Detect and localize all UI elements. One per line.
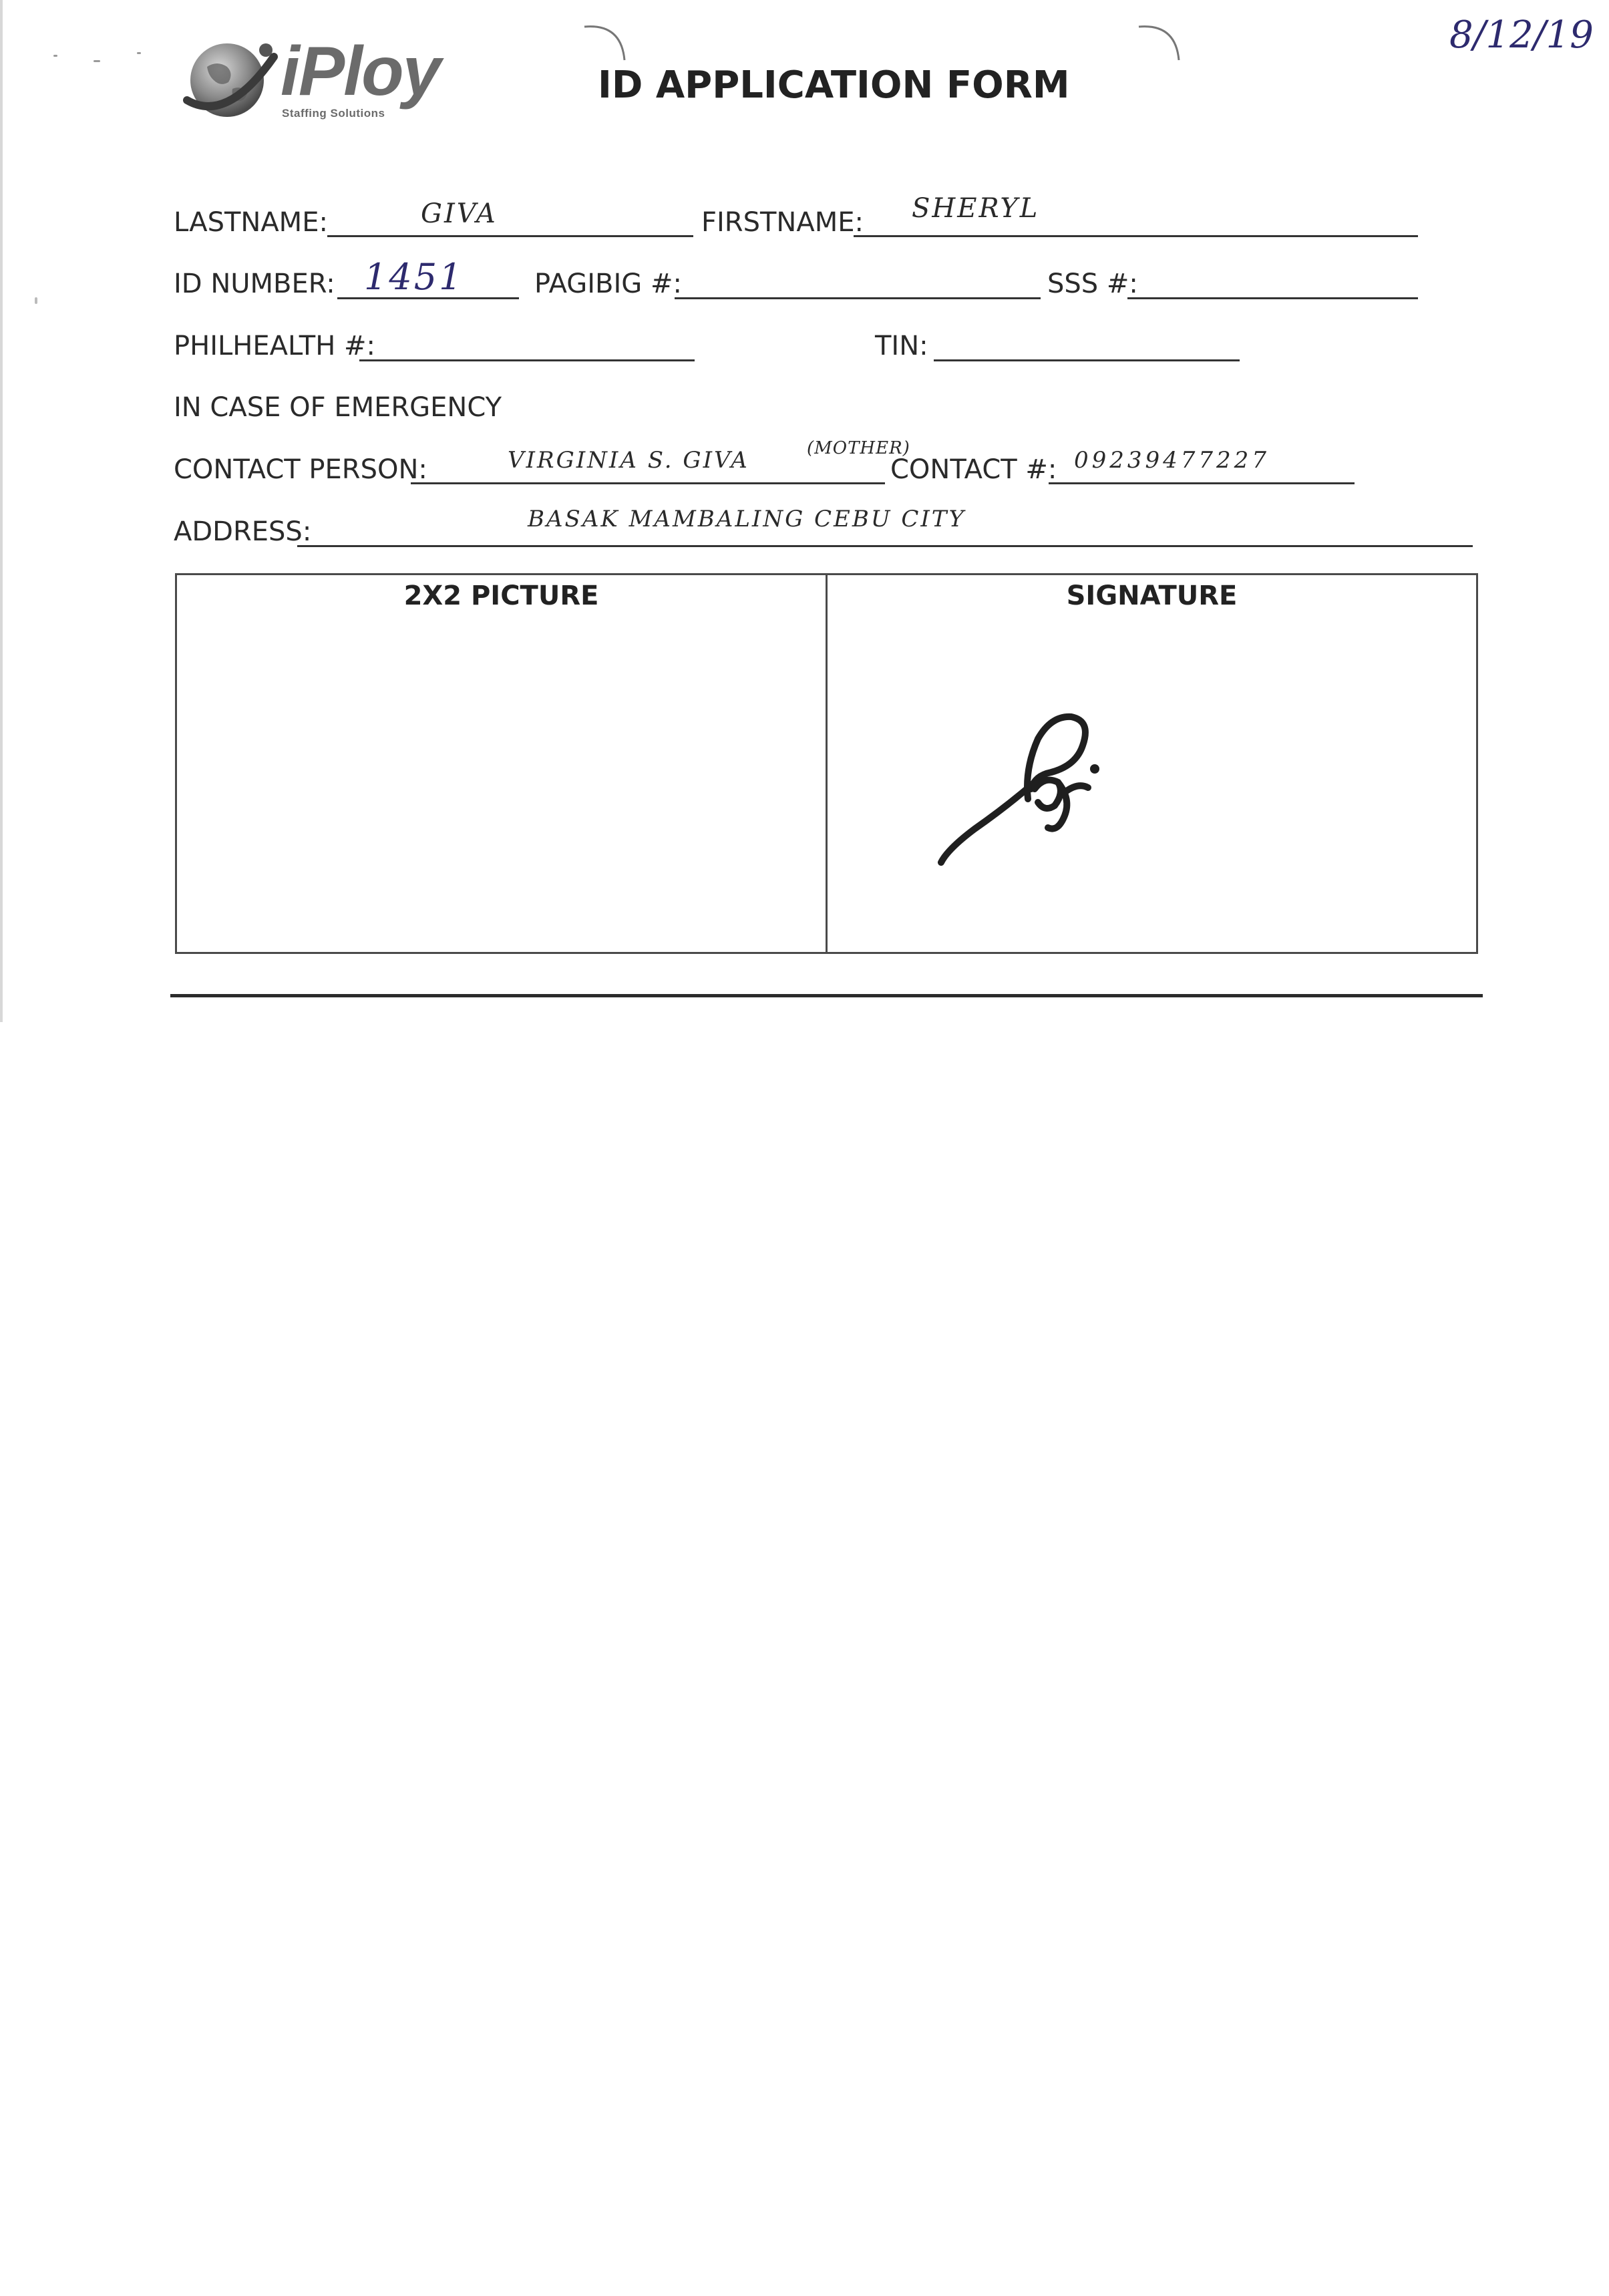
scan-curve-mark bbox=[1135, 20, 1189, 67]
picture-box-label: 2X2 PICTURE bbox=[403, 581, 599, 611]
philhealth-label: PHILHEALTH #: bbox=[174, 331, 375, 361]
contact-number-value[interactable]: 09239477227 bbox=[1074, 447, 1270, 474]
emergency-heading: IN CASE OF EMERGENCY bbox=[174, 392, 502, 423]
address-value[interactable]: BASAK MAMBALING CEBU CITY bbox=[528, 506, 966, 532]
scan-curve-mark bbox=[581, 20, 635, 67]
lastname-line bbox=[327, 235, 693, 237]
scan-speck bbox=[35, 297, 37, 304]
id-number-value[interactable]: 1451 bbox=[364, 256, 464, 298]
contact-person-relation: (MOTHER) bbox=[807, 438, 910, 458]
address-line bbox=[297, 545, 1473, 547]
lastname-value[interactable]: GIVA bbox=[421, 198, 498, 229]
contact-person-line bbox=[411, 482, 885, 484]
logo-wordmark: iPloy bbox=[281, 33, 440, 110]
contact-person-label: CONTACT PERSON: bbox=[174, 454, 427, 485]
signature-box-label: SIGNATURE bbox=[1066, 581, 1238, 611]
tin-line bbox=[934, 359, 1240, 361]
iploy-logo bbox=[180, 30, 448, 130]
globe-icon bbox=[180, 30, 281, 124]
lastname-label: LASTNAME: bbox=[174, 207, 328, 238]
handwritten-date: 8/12/19 bbox=[1449, 13, 1594, 57]
firstname-value[interactable]: SHERYL bbox=[912, 193, 1040, 224]
id-number-label: ID NUMBER: bbox=[174, 269, 335, 299]
scan-speck bbox=[53, 55, 57, 57]
tin-label: TIN: bbox=[875, 331, 928, 361]
sss-line bbox=[1127, 297, 1418, 299]
picture-box[interactable] bbox=[175, 573, 828, 954]
philhealth-line bbox=[359, 359, 695, 361]
signature-box[interactable] bbox=[826, 573, 1478, 954]
bottom-rule bbox=[170, 994, 1483, 997]
contact-person-value[interactable]: VIRGINIA S. GIVA bbox=[508, 447, 749, 474]
contact-number-line bbox=[1049, 482, 1355, 484]
logo-tagline: Staffing Solutions bbox=[282, 107, 385, 120]
contact-number-label: CONTACT #: bbox=[890, 454, 1057, 485]
scan-edge-shadow bbox=[0, 0, 3, 1022]
firstname-line bbox=[854, 235, 1418, 237]
signature-drawing bbox=[928, 682, 1141, 882]
sss-label: SSS #: bbox=[1047, 269, 1138, 299]
scan-speck bbox=[137, 52, 141, 54]
pagibig-label: PAGIBIG #: bbox=[534, 269, 682, 299]
address-label: ADDRESS: bbox=[174, 516, 312, 547]
scan-speck bbox=[94, 60, 100, 62]
firstname-label: FIRSTNAME: bbox=[701, 207, 864, 238]
form-title: ID APPLICATION FORM bbox=[598, 63, 1070, 107]
pagibig-line bbox=[675, 297, 1041, 299]
